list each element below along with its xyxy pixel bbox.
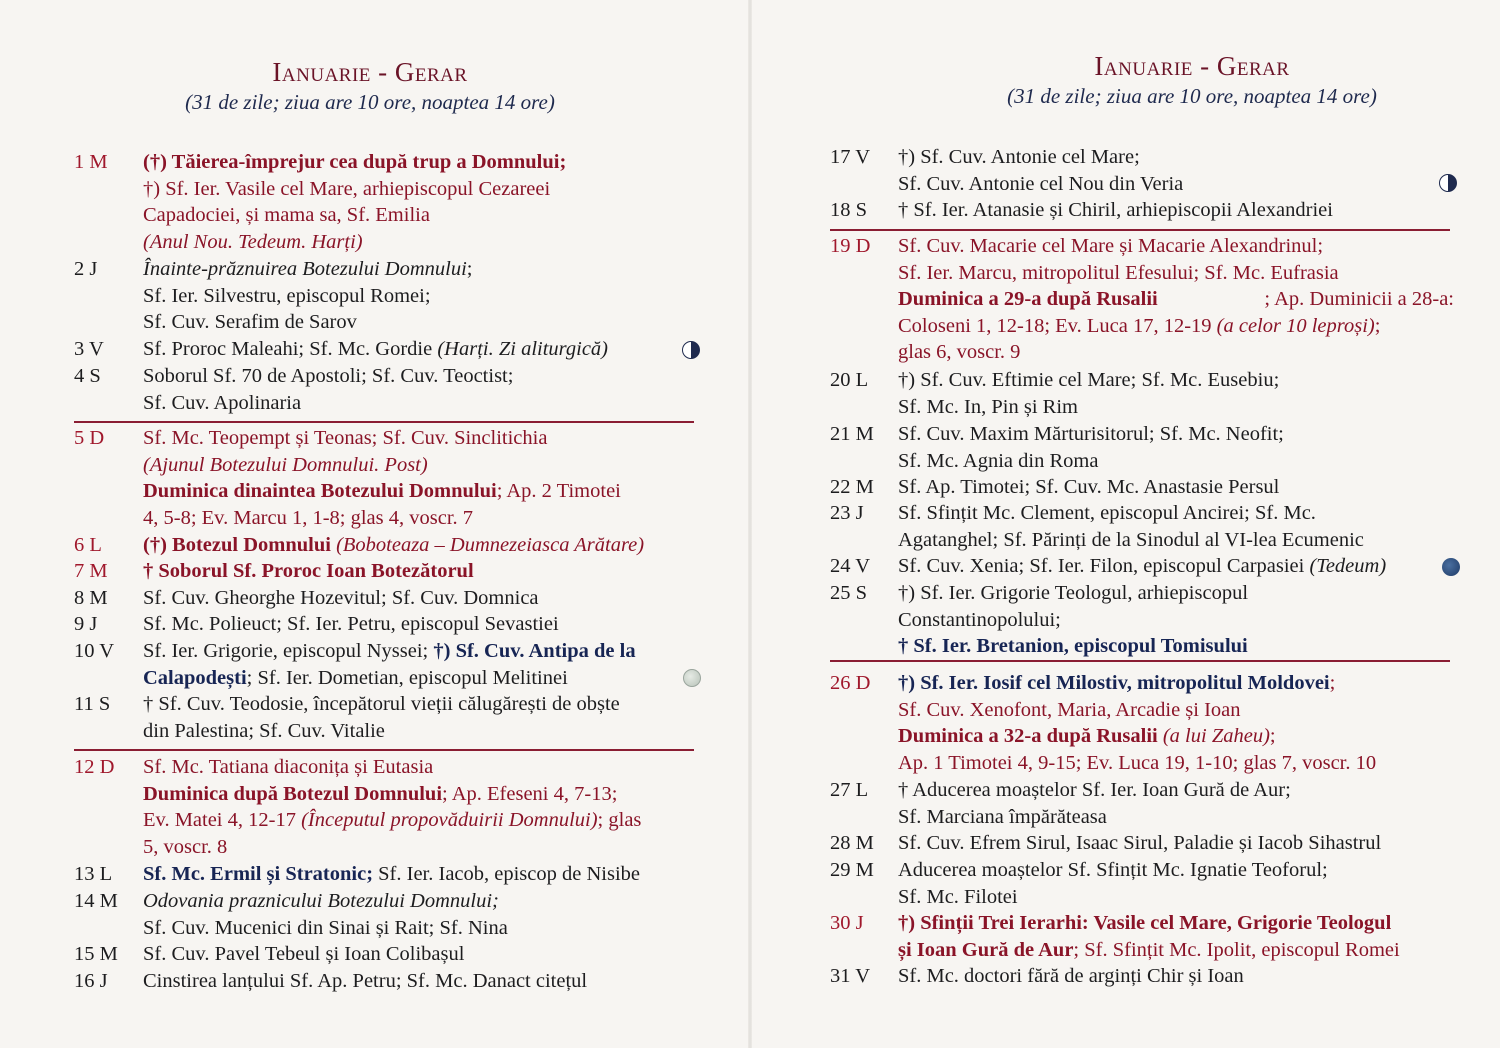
entry-line: Sf. Mc. Polieuct; Sf. Ier. Petru, episcopul Sevastiei <box>143 613 559 635</box>
right-header <box>932 50 1452 110</box>
day-label: 11 S <box>74 693 111 715</box>
left-page <box>0 0 748 1048</box>
entry-line: din Palestina; Sf. Cuv. Vitalie <box>143 719 385 742</box>
day-label: 9 J <box>74 613 98 635</box>
entry-text: (a celor 10 leproși) <box>1216 314 1375 337</box>
entry-text: Sf. Cuv. Xenia; Sf. Ier. Filon, episcopul Carpasiei <box>898 555 1310 577</box>
entry-text: ; Ap. Efeseni 4, 7-13; <box>442 782 618 805</box>
month-title: Ianuarie - Gerar <box>1094 51 1290 81</box>
day-label: 4 S <box>74 365 101 387</box>
entry-line: Sf. Mc. Filotei <box>898 885 1018 908</box>
entry-line: Cinstirea lanțului Sf. Ap. Petru; Sf. Mc. Danact citețul <box>143 970 588 992</box>
day-label: 5 D <box>74 427 105 449</box>
day-label: 23 J <box>830 502 864 524</box>
entry-text: Sf. Mc. Ermil și Stratonic; <box>143 863 374 885</box>
day-label: 31 V <box>830 965 871 987</box>
day-label: 1 M <box>74 151 108 173</box>
entry-text: (Boboteaza – Dumnezeiasca Arătare) <box>336 534 645 556</box>
half-moon-icon <box>682 341 700 359</box>
entry-line: Sf. Cuv. Xenofont, Maria, Arcadie și Ioan <box>898 698 1241 721</box>
entry-line: (Ajunul Botezului Domnului. Post) <box>143 453 428 476</box>
day-label: 2 J <box>74 258 98 280</box>
entry-line: † Sf. Cuv. Teodosie, începătorul vieții călugărești de obște <box>143 693 620 715</box>
day-label: 20 L <box>830 369 869 391</box>
entry-line: Sf. Marciana împărăteasa <box>898 805 1107 828</box>
month-subtitle: (31 de zile; ziua are 10 ore, noaptea 14 ore) <box>1007 84 1377 108</box>
day-label: 19 D <box>830 235 871 257</box>
entry-line: 4, 5-8; Ev. Marcu 1, 1-8; glas 4, voscr. 7 <box>143 506 474 529</box>
entry-text: Duminica a 29-a după Rusalii <box>898 288 1158 311</box>
day-label: 25 S <box>830 582 868 604</box>
entry-text: Coloseni 1, 12-18; Ev. Luca 17, 12-19 <box>898 314 1217 337</box>
day-label: 26 D <box>830 672 871 694</box>
entry-text: ; Sf. Sfințit Mc. Ipolit, episcopul Romei <box>1073 938 1400 961</box>
entry-line: Sf. Mc. In, Pin și Rim <box>898 395 1078 418</box>
entry-line: Aducerea moaștelor Sf. Sfințit Mc. Ignatie Teoforul; <box>898 859 1328 881</box>
day-label: 15 M <box>74 943 118 965</box>
sunday-divider <box>830 660 1450 662</box>
entry-text: †) Sf. Cuv. Antipa de la <box>433 640 636 662</box>
day-label: 8 M <box>74 587 108 609</box>
entry-line: Sf. Cuv. Apolinaria <box>143 391 302 414</box>
entry-line: Sf. Cuv. Mucenici din Sinai și Rait; Sf. Nina <box>143 916 508 939</box>
day-label: 27 L <box>830 779 869 801</box>
entry-text: Înainte-prăznuirea Botezului Domnului <box>143 258 467 280</box>
day-label: 6 L <box>74 534 102 556</box>
entry-line: Sf. Cuv. Efrem Sirul, Isaac Sirul, Paladie și Iacob Sihastrul <box>898 832 1382 854</box>
day-label: 3 V <box>74 338 104 360</box>
day-label: 22 M <box>830 476 874 498</box>
entry-text: Sf. Ier. Iacob, episcop de Nisibe <box>373 863 641 885</box>
entry-line: † Sf. Ier. Atanasie și Chiril, arhiepiscopii Alexandriei <box>898 199 1333 221</box>
entry-line: (Anul Nou. Tedeum. Harți) <box>143 230 363 253</box>
sunday-divider <box>74 421 694 423</box>
entry-line: Sf. Ier. Silvestru, episcopul Romei; <box>143 284 431 307</box>
day-label: 30 J <box>830 912 864 934</box>
entry-text: Sf. Proroc Maleahi; Sf. Mc. Gordie <box>143 338 438 360</box>
right-page <box>752 0 1500 1048</box>
entry-line: Sf. Mc. Agnia din Roma <box>898 449 1099 472</box>
month-subtitle: (31 de zile; ziua are 10 ore, noaptea 14 ore) <box>185 90 555 114</box>
day-label: 10 V <box>74 640 115 662</box>
entry-line: Sf. Ier. Marcu, mitropolitul Efesului; Sf. Mc. Eufrasia <box>898 261 1339 284</box>
entry-text: (Tedeum) <box>1309 555 1387 577</box>
entry-line: Ap. 1 Timotei 4, 9-15; Ev. Luca 19, 1-10; glas 7, voscr. 10 <box>898 751 1377 774</box>
full-moon-icon <box>683 669 701 687</box>
entry-text: Duminica dinaintea Botezului Domnului <box>143 480 497 503</box>
entry-line: † Sf. Ier. Bretanion, episcopul Tomisului <box>898 635 1248 658</box>
entry-text: Duminica a 32-a după Rusalii <box>898 725 1163 748</box>
entry-text: și Ioan Gură de Aur <box>898 938 1074 961</box>
entry-text: ; glas <box>597 809 642 832</box>
entry-line: Sf. Cuv. Maxim Mărturisitorul; Sf. Mc. Neofit; <box>898 423 1284 445</box>
entry-text: Calapodești <box>143 666 247 689</box>
entry-line: †) Sf. Cuv. Antonie cel Mare; <box>898 146 1140 168</box>
day-label: 12 D <box>74 756 115 778</box>
entry-text: Ev. Matei 4, 12-17 <box>143 809 302 832</box>
entry-line: †) Sf. Cuv. Eftimie cel Mare; Sf. Mc. Eusebiu; <box>898 369 1280 391</box>
entry-line: (†) Tăierea-împrejur cea după trup a Domnului; <box>143 151 567 173</box>
entry-text: ; <box>1374 314 1381 337</box>
month-title: Ianuarie - Gerar <box>272 57 468 87</box>
entry-line: glas 6, voscr. 9 <box>898 341 1021 364</box>
entry-line: Sf. Cuv. Gheorghe Hozevitul; Sf. Cuv. Domnica <box>143 587 539 609</box>
entry-text: (†) Botezul Domnului <box>143 534 337 556</box>
entry-line: Sf. Sfințit Mc. Clement, episcopul Ancirei; Sf. Mc. <box>898 502 1316 524</box>
sunday-divider <box>74 749 694 751</box>
entry-line: †) Sf. Ier. Vasile cel Mare, arhiepiscopul Cezareei <box>143 177 551 200</box>
entry-text: Sf. Ier. Grigorie, episcopul Nyssei; <box>143 640 434 662</box>
entry-line: † Soborul Sf. Proroc Ioan Botezătorul <box>143 560 474 582</box>
entry-line: Constantinopolului; <box>898 608 1061 631</box>
entry-line: Sf. Mc. doctori fără de arginți Chir și Ioan <box>898 965 1244 987</box>
entry-text: ; Ap. Duminicii a 28-a: <box>1264 288 1454 311</box>
sunday-divider <box>830 229 1450 231</box>
entry-text: †) Sf. Ier. Iosif cel Milostiv, mitropolitul Moldovei <box>898 672 1330 694</box>
entry-line: Odovania praznicului Botezului Domnului; <box>143 890 499 912</box>
entry-line: Sf. Mc. Teopempt și Teonas; Sf. Cuv. Sinclitichia <box>143 427 548 449</box>
entry-text: ; Ap. 2 Timotei <box>496 480 621 503</box>
entry-text: Duminica după Botezul Domnului <box>143 782 443 805</box>
day-label: 16 J <box>74 970 108 992</box>
entry-text: (Harți. Zi aliturgică) <box>437 338 609 360</box>
entry-line: Sf. Mc. Tatiana diaconița și Eutasia <box>143 756 434 778</box>
entry-text: ; <box>466 258 473 280</box>
entry-line: Sf. Cuv. Macarie cel Mare și Macarie Alexandrinul; <box>898 235 1324 257</box>
entry-line: Sf. Cuv. Pavel Tebeul și Ioan Colibașul <box>143 943 465 965</box>
entry-line: Sf. Cuv. Antonie cel Nou din Veria <box>898 172 1184 195</box>
entry-text: ; <box>1329 672 1336 694</box>
day-label: 18 S <box>830 199 868 221</box>
entry-text: (Începutul propovăduirii Domnului) <box>301 809 598 832</box>
entry-line: Sf. Cuv. Serafim de Sarov <box>143 311 357 334</box>
entry-line: Agatanghel; Sf. Părinți de la Sinodul al VI-lea Ecumenic <box>898 528 1364 551</box>
new-moon-icon <box>1442 558 1460 576</box>
entry-line: Soborul Sf. 70 de Apostoli; Sf. Cuv. Teoctist; <box>143 365 514 387</box>
entry-text: ; Sf. Ier. Dometian, episcopul Melitinei <box>246 666 568 689</box>
left-header <box>110 56 630 116</box>
half-moon-icon <box>1439 174 1457 192</box>
day-label: 29 M <box>830 859 874 881</box>
entry-text: (a lui Zaheu) <box>1162 725 1270 748</box>
day-label: 17 V <box>830 146 871 168</box>
entry-line: 5, voscr. 8 <box>143 835 228 858</box>
day-label: 14 M <box>74 890 118 912</box>
day-label: 24 V <box>830 555 871 577</box>
entry-line: Capadociei, și mama sa, Sf. Emilia <box>143 204 430 227</box>
entry-text: ; <box>1269 725 1276 748</box>
day-label: 13 L <box>74 863 113 885</box>
day-label: 21 M <box>830 423 874 445</box>
entry-line: †) Sf. Ier. Grigorie Teologul, arhiepiscopul <box>898 582 1249 604</box>
day-label: 7 M <box>74 560 108 582</box>
entry-line: Sf. Ap. Timotei; Sf. Cuv. Mc. Anastasie Persul <box>898 476 1280 498</box>
day-label: 28 M <box>830 832 874 854</box>
entry-line: † Aducerea moaștelor Sf. Ier. Ioan Gură de Aur; <box>898 779 1291 801</box>
entry-line: †) Sfinții Trei Ierarhi: Vasile cel Mare, Grigorie Teologul <box>898 912 1392 934</box>
